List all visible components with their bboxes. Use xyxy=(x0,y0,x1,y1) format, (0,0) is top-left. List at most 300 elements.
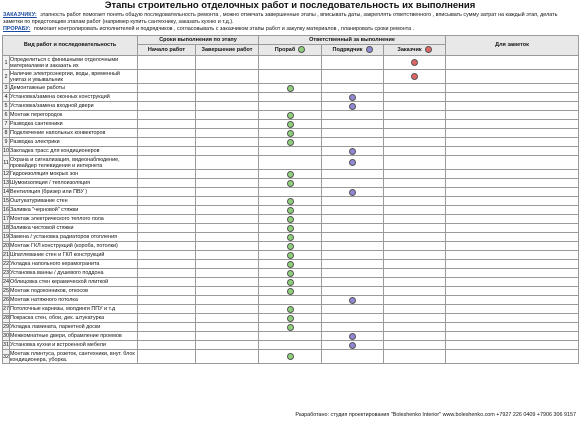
client-cell[interactable] xyxy=(384,287,446,296)
start-date-cell[interactable] xyxy=(138,206,196,215)
client-cell[interactable] xyxy=(384,156,446,170)
start-date-cell[interactable] xyxy=(138,341,196,350)
contractor-cell[interactable] xyxy=(322,350,384,364)
end-date-cell[interactable] xyxy=(196,156,259,170)
foreman-cell[interactable] xyxy=(259,102,322,111)
client-note xyxy=(3,12,577,26)
client-cell[interactable] xyxy=(384,147,446,156)
foreman-legend-dot xyxy=(298,46,305,53)
notes-cell[interactable] xyxy=(446,138,579,147)
end-date-cell[interactable] xyxy=(196,120,259,129)
client-cell[interactable] xyxy=(384,188,446,197)
row-number: 31 xyxy=(3,342,9,348)
stage-name: Разводка электрики xyxy=(10,138,138,147)
table-row xyxy=(3,147,579,156)
row-number: 26 xyxy=(3,297,9,303)
notes-cell[interactable] xyxy=(446,70,579,84)
client-cell[interactable] xyxy=(384,332,446,341)
end-date-cell[interactable] xyxy=(196,251,259,260)
contractor-cell[interactable] xyxy=(322,296,384,305)
foreman-marker xyxy=(287,288,294,295)
stage-column-header: Вид работ и последовательность xyxy=(3,36,138,56)
client-cell[interactable] xyxy=(384,179,446,188)
notes-cell[interactable] xyxy=(446,278,579,287)
start-date-cell[interactable] xyxy=(138,84,196,93)
contractor-cell[interactable] xyxy=(322,215,384,224)
stage-name: Заливка "черновой" стяжки xyxy=(10,206,138,215)
stage-name: Установка/замена входной двери xyxy=(10,102,138,111)
row-number: 19 xyxy=(3,234,9,240)
stage-name: Установка ванны / душевого поддона xyxy=(10,269,138,278)
start-date-cell[interactable] xyxy=(138,147,196,156)
notes-cell[interactable] xyxy=(446,296,579,305)
end-date-cell[interactable] xyxy=(196,138,259,147)
foreman-marker xyxy=(287,279,294,286)
row-number: 14 xyxy=(3,189,9,195)
start-date-cell[interactable] xyxy=(138,93,196,102)
contractor-cell[interactable] xyxy=(322,206,384,215)
foreman-marker xyxy=(287,139,294,146)
notes-cell[interactable] xyxy=(446,129,579,138)
start-date-cell[interactable] xyxy=(138,138,196,147)
notes-cell[interactable] xyxy=(446,341,579,350)
foreman-cell[interactable] xyxy=(259,269,322,278)
contractor-cell[interactable] xyxy=(322,278,384,287)
foreman-cell[interactable] xyxy=(259,56,322,70)
terms-header: Сроки выполнения по этапу xyxy=(138,36,259,45)
notes-cell[interactable] xyxy=(446,242,579,251)
start-date-cell[interactable] xyxy=(138,56,196,70)
end-date-cell[interactable] xyxy=(196,197,259,206)
table-row xyxy=(3,111,579,120)
end-date-cell[interactable] xyxy=(196,233,259,242)
start-date-cell[interactable] xyxy=(138,102,196,111)
client-cell[interactable] xyxy=(384,84,446,93)
notes-header: Для заметок xyxy=(446,36,579,56)
end-date-cell[interactable] xyxy=(196,102,259,111)
contractor-header xyxy=(322,45,384,56)
stage-name: Укладка напольного керамогранита xyxy=(10,260,138,269)
contractor-cell[interactable] xyxy=(322,93,384,102)
row-number: 15 xyxy=(3,198,9,204)
notes-cell[interactable] xyxy=(446,305,579,314)
start-date-cell[interactable] xyxy=(138,215,196,224)
contractor-cell[interactable] xyxy=(322,188,384,197)
stage-name: Шумоизоляция / теплоизоляция xyxy=(10,179,138,188)
stage-name: Замена / установка радиаторов отопления xyxy=(10,233,138,242)
stage-name: Монтаж плинтуса, розеток, сантехники, внут. блок кондиционера, уборка. xyxy=(10,350,138,364)
notes-cell[interactable] xyxy=(446,323,579,332)
foreman-cell[interactable] xyxy=(259,251,322,260)
client-cell[interactable] xyxy=(384,102,446,111)
row-number: 11 xyxy=(3,156,10,170)
table-row xyxy=(3,138,579,147)
contractor-marker xyxy=(349,342,356,349)
notes-cell[interactable] xyxy=(446,287,579,296)
foreman-marker xyxy=(287,315,294,322)
end-date-cell[interactable] xyxy=(196,206,259,215)
end-date-cell[interactable] xyxy=(196,56,259,70)
start-date-cell[interactable] xyxy=(138,305,196,314)
start-date-cell[interactable] xyxy=(138,260,196,269)
foreman-marker xyxy=(287,243,294,250)
end-date-cell[interactable] xyxy=(196,188,259,197)
stage-name: Монтаж перегородок xyxy=(10,111,138,120)
contractor-cell[interactable] xyxy=(322,179,384,188)
client-cell[interactable] xyxy=(384,314,446,323)
foreman-cell[interactable] xyxy=(259,233,322,242)
end-date-cell[interactable] xyxy=(196,296,259,305)
table-row xyxy=(3,224,579,233)
client-header-label: Заказчик xyxy=(397,46,422,53)
client-cell[interactable] xyxy=(384,215,446,224)
table-row xyxy=(3,269,579,278)
row-number: 17 xyxy=(3,216,9,222)
contractor-cell[interactable] xyxy=(322,341,384,350)
notes-cell[interactable] xyxy=(446,197,579,206)
table-row xyxy=(3,120,579,129)
end-date-cell[interactable] xyxy=(196,260,259,269)
end-date-cell[interactable] xyxy=(196,84,259,93)
client-cell[interactable] xyxy=(384,224,446,233)
foreman-cell[interactable] xyxy=(259,156,322,170)
foreman-cell[interactable] xyxy=(259,129,322,138)
row-number: 1 xyxy=(3,56,10,70)
stages-body xyxy=(3,56,579,364)
start-date-cell[interactable] xyxy=(138,170,196,179)
contractor-cell[interactable] xyxy=(322,84,384,93)
footer-credits: Разработано: студия проектирования "Boleshenko Interior" www.boleshenko.com +7927 226 0409 +7906 306 9157 xyxy=(295,412,576,418)
stage-name: Шпатлевание стен и ГКЛ конструкций xyxy=(10,251,138,260)
end-date-cell[interactable] xyxy=(196,278,259,287)
notes-cell[interactable] xyxy=(446,179,579,188)
client-cell[interactable] xyxy=(384,341,446,350)
notes-cell[interactable] xyxy=(446,102,579,111)
client-cell[interactable] xyxy=(384,296,446,305)
end-date-cell[interactable] xyxy=(196,70,259,84)
foreman-header xyxy=(259,45,322,56)
start-date-cell[interactable] xyxy=(138,278,196,287)
start-date-cell[interactable] xyxy=(138,156,196,170)
foreman-cell[interactable] xyxy=(259,224,322,233)
contractor-cell[interactable] xyxy=(322,111,384,120)
client-cell[interactable] xyxy=(384,120,446,129)
foreman-marker xyxy=(287,270,294,277)
row-number: 29 xyxy=(3,324,9,330)
table-row xyxy=(3,179,579,188)
foreman-marker xyxy=(287,252,294,259)
row-number: 23 xyxy=(3,270,9,276)
start-date-cell[interactable] xyxy=(138,251,196,260)
contractor-cell[interactable] xyxy=(322,242,384,251)
row-number: 8 xyxy=(4,130,8,136)
stage-name: Установка кухни и встроенной мебели xyxy=(10,341,138,350)
end-date-cell[interactable] xyxy=(196,111,259,120)
notes-cell[interactable] xyxy=(446,147,579,156)
row-number: 28 xyxy=(3,315,9,321)
table-row xyxy=(3,251,579,260)
stage-name: Установка/замена оконных конструкций xyxy=(10,93,138,102)
table-row xyxy=(3,56,579,70)
table-row xyxy=(3,156,579,170)
notes-cell[interactable] xyxy=(446,206,579,215)
foreman-note xyxy=(3,26,577,33)
contractor-cell[interactable] xyxy=(322,197,384,206)
end-date-cell[interactable] xyxy=(196,242,259,251)
notes-cell[interactable] xyxy=(446,260,579,269)
notes-cell[interactable] xyxy=(446,224,579,233)
contractor-cell[interactable] xyxy=(322,251,384,260)
start-date-cell[interactable] xyxy=(138,179,196,188)
start-date-cell[interactable] xyxy=(138,314,196,323)
row-number: 27 xyxy=(3,306,9,312)
start-date-cell[interactable] xyxy=(138,120,196,129)
foreman-cell[interactable] xyxy=(259,70,322,84)
contractor-cell[interactable] xyxy=(322,323,384,332)
end-date-cell[interactable] xyxy=(196,93,259,102)
foreman-cell[interactable] xyxy=(259,188,322,197)
end-date-cell[interactable] xyxy=(196,215,259,224)
foreman-cell[interactable] xyxy=(259,93,322,102)
row-number: 18 xyxy=(3,225,9,231)
foreman-marker xyxy=(287,130,294,137)
table-row xyxy=(3,242,579,251)
row-number: 24 xyxy=(3,279,9,285)
client-cell[interactable] xyxy=(384,350,446,364)
client-cell[interactable] xyxy=(384,233,446,242)
notes-cell[interactable] xyxy=(446,156,579,170)
notes-cell[interactable] xyxy=(446,233,579,242)
foreman-note-text: помогает контролировать исполнителей и подрядчиков , согласовывать с заказчиком этапы работ и закупку материалов , планировать сроки ремонта . xyxy=(33,26,415,32)
foreman-cell[interactable] xyxy=(259,120,322,129)
end-date-cell[interactable] xyxy=(196,314,259,323)
table-row xyxy=(3,296,579,305)
foreman-cell[interactable] xyxy=(259,111,322,120)
client-header xyxy=(384,45,446,56)
notes-cell[interactable] xyxy=(446,111,579,120)
notes-cell[interactable] xyxy=(446,56,579,70)
stage-name: Охрана и сигнализация, видеонаблюдение, провайдер телевидения и интернета xyxy=(10,156,138,170)
client-cell[interactable] xyxy=(384,206,446,215)
contractor-cell[interactable] xyxy=(322,260,384,269)
foreman-cell[interactable] xyxy=(259,242,322,251)
row-number: 25 xyxy=(3,288,9,294)
foreman-marker xyxy=(287,225,294,232)
start-date-cell[interactable] xyxy=(138,129,196,138)
notes-cell[interactable] xyxy=(446,188,579,197)
client-cell[interactable] xyxy=(384,93,446,102)
notes-cell[interactable] xyxy=(446,93,579,102)
foreman-cell[interactable] xyxy=(259,323,322,332)
end-date-cell[interactable] xyxy=(196,341,259,350)
client-cell[interactable] xyxy=(384,197,446,206)
notes-cell[interactable] xyxy=(446,332,579,341)
end-date-cell[interactable] xyxy=(196,350,259,364)
foreman-marker xyxy=(287,234,294,241)
contractor-cell[interactable] xyxy=(322,102,384,111)
contractor-cell[interactable] xyxy=(322,314,384,323)
stage-name: Подключение напольных конвекторов xyxy=(10,129,138,138)
notes-cell[interactable] xyxy=(446,120,579,129)
notes-cell[interactable] xyxy=(446,269,579,278)
table-row xyxy=(3,350,579,364)
notes-cell[interactable] xyxy=(446,314,579,323)
row-number: 16 xyxy=(3,207,9,213)
table-row xyxy=(3,341,579,350)
contractor-cell[interactable] xyxy=(322,224,384,233)
row-number: 6 xyxy=(4,112,8,118)
foreman-cell[interactable] xyxy=(259,179,322,188)
contractor-cell[interactable] xyxy=(322,170,384,179)
client-marker xyxy=(411,59,418,66)
end-date-cell[interactable] xyxy=(196,323,259,332)
end-date-cell[interactable] xyxy=(196,170,259,179)
contractor-cell[interactable] xyxy=(322,147,384,156)
notes-cell[interactable] xyxy=(446,170,579,179)
contractor-marker xyxy=(349,297,356,304)
start-date-cell[interactable] xyxy=(138,70,196,84)
contractor-cell[interactable] xyxy=(322,233,384,242)
foreman-cell[interactable] xyxy=(259,296,322,305)
foreman-cell[interactable] xyxy=(259,138,322,147)
foreman-cell[interactable] xyxy=(259,305,322,314)
foreman-cell[interactable] xyxy=(259,350,322,364)
foreman-marker xyxy=(287,324,294,331)
row-number: 3 xyxy=(4,85,8,91)
start-date-cell[interactable] xyxy=(138,332,196,341)
contractor-cell[interactable] xyxy=(322,287,384,296)
stage-name: Укладка ламината, паркетной доски xyxy=(10,323,138,332)
end-date-cell[interactable] xyxy=(196,332,259,341)
foreman-cell[interactable] xyxy=(259,260,322,269)
stage-name: Закладка трасс для кондиционеров xyxy=(10,147,138,156)
notes-cell[interactable] xyxy=(446,84,579,93)
row-number: 32 xyxy=(3,350,10,364)
foreman-marker xyxy=(287,216,294,223)
foreman-cell[interactable] xyxy=(259,206,322,215)
row-number: 5 xyxy=(4,103,8,109)
notes-cell[interactable] xyxy=(446,215,579,224)
foreman-cell[interactable] xyxy=(259,197,322,206)
responsible-header: Ответственный за выполнение xyxy=(259,36,446,45)
end-date-cell[interactable] xyxy=(196,287,259,296)
client-cell[interactable] xyxy=(384,242,446,251)
foreman-cell[interactable] xyxy=(259,170,322,179)
client-cell[interactable] xyxy=(384,278,446,287)
table-row xyxy=(3,314,579,323)
row-number: 22 xyxy=(3,261,9,267)
contractor-cell[interactable] xyxy=(322,305,384,314)
stage-name: Определиться с финишными отделочными материалами и заказать их xyxy=(10,56,138,70)
end-date-cell[interactable] xyxy=(196,129,259,138)
start-date-cell[interactable] xyxy=(138,233,196,242)
row-number: 10 xyxy=(3,148,9,154)
notes-cell[interactable] xyxy=(446,350,579,364)
start-date-cell[interactable] xyxy=(138,111,196,120)
foreman-cell[interactable] xyxy=(259,278,322,287)
start-date-cell[interactable] xyxy=(138,350,196,364)
contractor-cell[interactable] xyxy=(322,56,384,70)
foreman-cell[interactable] xyxy=(259,215,322,224)
start-date-cell[interactable] xyxy=(138,296,196,305)
contractor-cell[interactable] xyxy=(322,70,384,84)
row-number: 20 xyxy=(3,243,9,249)
stage-name: Гидроизоляция мокрых зон xyxy=(10,170,138,179)
foreman-cell[interactable] xyxy=(259,287,322,296)
client-cell[interactable] xyxy=(384,269,446,278)
end-date-cell[interactable] xyxy=(196,147,259,156)
foreman-cell[interactable] xyxy=(259,147,322,156)
stage-name: Межкомнатные двери, обрамление проемов xyxy=(10,332,138,341)
client-cell[interactable] xyxy=(384,323,446,332)
start-date-cell[interactable] xyxy=(138,287,196,296)
table-row xyxy=(3,197,579,206)
client-cell[interactable] xyxy=(384,305,446,314)
stages-table xyxy=(2,35,579,364)
client-cell[interactable] xyxy=(384,111,446,120)
foreman-cell[interactable] xyxy=(259,314,322,323)
start-date-cell[interactable] xyxy=(138,323,196,332)
client-cell[interactable] xyxy=(384,170,446,179)
client-cell[interactable] xyxy=(384,129,446,138)
foreman-marker xyxy=(287,353,294,360)
end-date-cell[interactable] xyxy=(196,179,259,188)
foreman-cell[interactable] xyxy=(259,341,322,350)
end-date-cell[interactable] xyxy=(196,269,259,278)
contractor-cell[interactable] xyxy=(322,120,384,129)
table-row xyxy=(3,278,579,287)
contractor-marker xyxy=(349,189,356,196)
client-cell[interactable] xyxy=(384,70,446,84)
start-date-cell[interactable] xyxy=(138,197,196,206)
end-date-cell[interactable] xyxy=(196,224,259,233)
stage-name: Потолочные карнизы, молдинги ППУ и т.д xyxy=(10,305,138,314)
client-note-text: этапность работ помогает понять общую последовательность ремонта , можно отмечать завершенные этапы , вписывать даты, закреплять ответственного , вписывать сумму затрат на каждый этап, делать заметки по предстоящим этапам работ (например купить сантехнику, заказать кухню и т.д.). xyxy=(3,12,558,25)
start-date-cell[interactable] xyxy=(138,269,196,278)
row-number: 7 xyxy=(4,121,8,127)
foreman-marker xyxy=(287,171,294,178)
end-date-cell[interactable] xyxy=(196,305,259,314)
stage-name: Демонтажные работы xyxy=(10,84,138,93)
stage-name: Разводка сантехники xyxy=(10,120,138,129)
start-date-cell[interactable] xyxy=(138,242,196,251)
client-cell[interactable] xyxy=(384,56,446,70)
row-number: 12 xyxy=(3,171,9,177)
instructions xyxy=(3,12,577,33)
notes-cell[interactable] xyxy=(446,251,579,260)
client-cell[interactable] xyxy=(384,251,446,260)
table-row xyxy=(3,188,579,197)
contractor-marker xyxy=(349,94,356,101)
foreman-cell[interactable] xyxy=(259,84,322,93)
client-cell[interactable] xyxy=(384,260,446,269)
contractor-cell[interactable] xyxy=(322,332,384,341)
client-marker xyxy=(411,73,418,80)
contractor-cell[interactable] xyxy=(322,138,384,147)
foreman-marker xyxy=(287,198,294,205)
start-date-cell[interactable] xyxy=(138,224,196,233)
foreman-marker xyxy=(287,112,294,119)
start-date-cell[interactable] xyxy=(138,188,196,197)
contractor-cell[interactable] xyxy=(322,129,384,138)
foreman-marker xyxy=(287,85,294,92)
contractor-cell[interactable] xyxy=(322,269,384,278)
foreman-cell[interactable] xyxy=(259,332,322,341)
client-cell[interactable] xyxy=(384,138,446,147)
stage-name: Монтаж подоконников, откосов xyxy=(10,287,138,296)
contractor-marker xyxy=(349,159,356,166)
contractor-cell[interactable] xyxy=(322,156,384,170)
